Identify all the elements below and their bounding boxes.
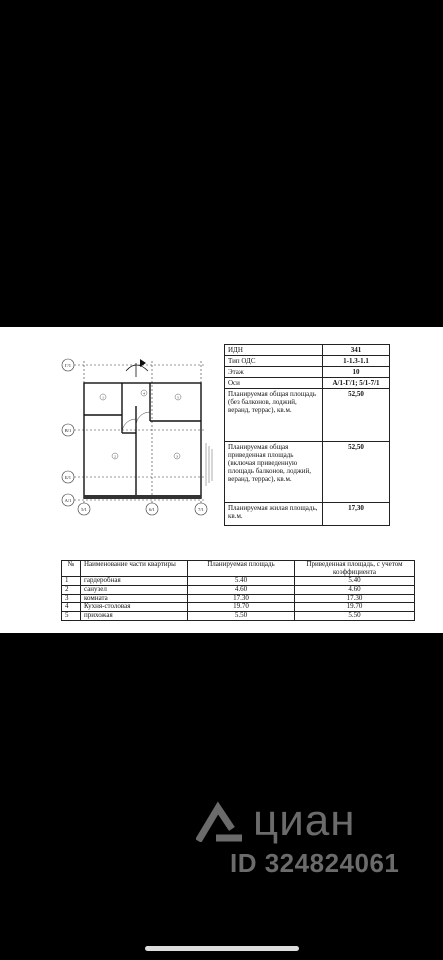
header-reduced: Приведенная площадь, с учетом коэффициента (295, 561, 415, 577)
row-reduced: 5.50 (295, 612, 415, 621)
row-area: 5.40 (188, 577, 295, 586)
row-name: Кухня-столовая (81, 603, 188, 612)
row-reduced: 4.60 (295, 586, 415, 595)
table-row (62, 586, 415, 595)
row-area: 4.60 (188, 586, 295, 595)
row-name: прихожая (81, 612, 188, 621)
room-number-1: 1 (102, 395, 104, 400)
axis-label-6-1: 6/1 (149, 507, 155, 512)
row-num: 2 (62, 586, 81, 595)
info-value: 52,50 (323, 442, 390, 503)
rooms-header-row (62, 561, 415, 577)
info-row (225, 389, 390, 442)
watermark-id: ID 324824061 (230, 848, 400, 878)
watermark-brand: циан (253, 796, 356, 845)
header-name: Наименование части квартиры (81, 561, 188, 577)
row-name: гардеробная (81, 577, 188, 586)
header-area: Планируемая площадь (188, 561, 295, 577)
info-label: Планируемая общая площадь (без балконов, лоджий, веранд, террас), кв.м. (225, 389, 323, 442)
axis-label-7-1: 7/1 (198, 507, 204, 512)
row-name: санузел (81, 586, 188, 595)
room-number-5: 5 (177, 395, 179, 400)
info-value: 52,50 (323, 389, 390, 442)
row-num: 4 (62, 603, 81, 612)
rooms-table (61, 560, 415, 621)
info-value: 341 (323, 345, 390, 356)
table-row (62, 612, 415, 621)
row-reduced: 17.30 (295, 594, 415, 603)
info-row (225, 378, 390, 389)
info-row (225, 356, 390, 367)
floor-plan-drawing (56, 351, 221, 519)
apartment-info-table (224, 344, 390, 526)
row-name: комната (81, 594, 188, 603)
row-area: 5.50 (188, 612, 295, 621)
info-label: Планируемая общая приведенная площадь (включая приведенную площадь балконов, лоджий, веранд, террас), кв.м. (225, 442, 323, 503)
info-label: Этаж (225, 367, 323, 378)
axis-label-5-1: 5/1 (81, 507, 87, 512)
room-number-3: 3 (176, 454, 178, 459)
row-num: 1 (62, 577, 81, 586)
info-label: Оси (225, 378, 323, 389)
info-row (225, 345, 390, 356)
info-value: 10 (323, 367, 390, 378)
room-number-4: 4 (143, 391, 145, 396)
axis-label-g1: Г/1 (64, 363, 72, 368)
home-indicator[interactable] (145, 946, 299, 951)
axis-label-v1: В/1 (64, 428, 72, 433)
info-value: А/1-Г/1; 5/1-7/1 (323, 378, 390, 389)
header-num: № (62, 561, 81, 577)
row-reduced: 19.70 (295, 603, 415, 612)
info-label: ИДН (225, 345, 323, 356)
axis-label-a1: А/1 (64, 498, 72, 503)
room-number-2: 2 (114, 454, 116, 459)
row-num: 3 (62, 594, 81, 603)
info-value: 1-1.3-1.1 (323, 356, 390, 367)
info-label: Планируемая жилая площадь, кв.м. (225, 503, 323, 526)
row-num: 5 (62, 612, 81, 621)
info-row (225, 503, 390, 526)
axis-label-b1: Б/1 (64, 475, 72, 480)
info-row (225, 442, 390, 503)
info-row (225, 367, 390, 378)
row-reduced: 5.40 (295, 577, 415, 586)
row-area: 17.30 (188, 594, 295, 603)
cian-logo-icon (196, 800, 248, 842)
info-label: Тип ОДС (225, 356, 323, 367)
info-value: 17,30 (323, 503, 390, 526)
floor-plan-document (0, 327, 443, 633)
row-area: 19.70 (188, 603, 295, 612)
